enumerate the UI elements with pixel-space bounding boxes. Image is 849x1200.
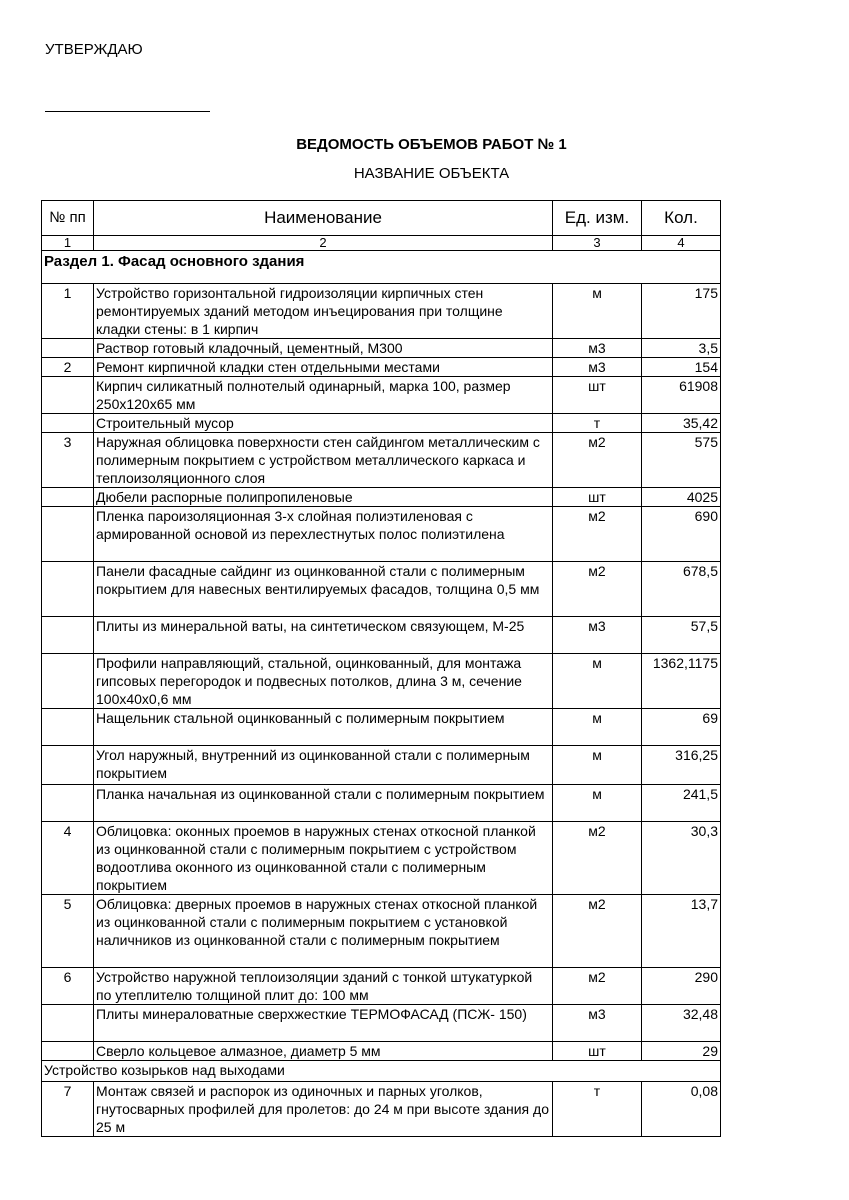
row-unit: шт bbox=[553, 488, 642, 507]
row-unit: м2 bbox=[553, 968, 642, 1005]
table-row bbox=[42, 968, 721, 1005]
row-qty: 57,5 bbox=[642, 617, 721, 654]
table-row bbox=[42, 339, 721, 358]
row-name: Нащельник стальной оцинкованный с полимерным покрытием bbox=[94, 709, 553, 746]
row-number bbox=[42, 339, 94, 358]
column-index-row bbox=[42, 236, 721, 251]
row-name: Ремонт кирпичной кладки стен отдельными местами bbox=[94, 358, 553, 377]
row-unit: м bbox=[553, 654, 642, 709]
table-row bbox=[42, 377, 721, 414]
row-name: Профили направляющий, стальной, оцинкованный, для монтажа гипсовых перегородок и подвесных потолков, длина 3 м, сечение 100х40х0,6 мм bbox=[94, 654, 553, 709]
row-unit: шт bbox=[553, 1042, 642, 1061]
row-qty: 1362,1175 bbox=[642, 654, 721, 709]
table-row bbox=[42, 617, 721, 654]
row-name: Кирпич силикатный полнотелый одинарный, марка 100, размер 250х120х65 мм bbox=[94, 377, 553, 414]
row-name: Панели фасадные сайдинг из оцинкованной стали с полимерным покрытием для навесных вентилируемых фасадов, толщина 0,5 мм bbox=[94, 562, 553, 617]
table-row bbox=[42, 488, 721, 507]
row-unit: т bbox=[553, 1082, 642, 1137]
row-unit: м bbox=[553, 785, 642, 822]
row-unit: м3 bbox=[553, 617, 642, 654]
table-row bbox=[42, 1082, 721, 1137]
index-2: 2 bbox=[94, 236, 553, 251]
table-row bbox=[42, 562, 721, 617]
table-header-row bbox=[42, 201, 721, 236]
row-name: Плиты минераловатные сверхжесткие ТЕРМОФАСАД (ПСЖ- 150) bbox=[94, 1005, 553, 1042]
row-name: Плиты из минеральной ваты, на синтетическом связующем, М-25 bbox=[94, 617, 553, 654]
header-unit: Ед. изм. bbox=[553, 201, 642, 236]
row-qty: 316,25 bbox=[642, 746, 721, 785]
works-table-body bbox=[42, 201, 721, 1137]
row-number bbox=[42, 746, 94, 785]
row-name: Облицовка: дверных проемов в наружных стенах откосной планкой из оцинкованной стали с полимерным покрытием с установкой наличников из оцинкованной стали с полимерным покрытием bbox=[94, 895, 553, 968]
row-unit: шт bbox=[553, 377, 642, 414]
table-row bbox=[42, 414, 721, 433]
row-name: Устройство наружной теплоизоляции зданий с тонкой штукатуркой по утеплителю толщиной плит до: 100 мм bbox=[94, 968, 553, 1005]
row-qty: 678,5 bbox=[642, 562, 721, 617]
table-row bbox=[42, 785, 721, 822]
signature-line bbox=[45, 111, 210, 112]
row-number bbox=[42, 1042, 94, 1061]
row-number: 5 bbox=[42, 895, 94, 968]
row-qty: 35,42 bbox=[642, 414, 721, 433]
row-qty: 32,48 bbox=[642, 1005, 721, 1042]
row-name: Наружная облицовка поверхности стен сайдингом металлическим с полимерным покрытием с устройством металлического каркаса и теплоизоляционного слоя bbox=[94, 433, 553, 488]
row-number: 2 bbox=[42, 358, 94, 377]
row-qty: 241,5 bbox=[642, 785, 721, 822]
row-unit: м bbox=[553, 746, 642, 785]
row-number: 6 bbox=[42, 968, 94, 1005]
row-qty: 69 bbox=[642, 709, 721, 746]
header-num: № пп bbox=[42, 201, 94, 236]
row-qty: 4025 bbox=[642, 488, 721, 507]
row-name: Раствор готовый кладочный, цементный, М300 bbox=[94, 339, 553, 358]
row-name: Строительный мусор bbox=[94, 414, 553, 433]
object-name: НАЗВАНИЕ ОБЪЕКТА bbox=[353, 165, 510, 182]
row-unit: м2 bbox=[553, 822, 642, 895]
section-row bbox=[42, 251, 721, 284]
table-row bbox=[42, 507, 721, 562]
row-qty: 575 bbox=[642, 433, 721, 488]
row-qty: 13,7 bbox=[642, 895, 721, 968]
row-unit: м bbox=[553, 709, 642, 746]
header-qty: Кол. bbox=[642, 201, 721, 236]
row-number bbox=[42, 654, 94, 709]
table-row bbox=[42, 284, 721, 339]
index-3: 3 bbox=[553, 236, 642, 251]
row-unit: м2 bbox=[553, 433, 642, 488]
index-4: 4 bbox=[642, 236, 721, 251]
row-number bbox=[42, 1005, 94, 1042]
row-number bbox=[42, 488, 94, 507]
header-name: Наименование bbox=[94, 201, 553, 236]
table-row bbox=[42, 654, 721, 709]
row-unit: м2 bbox=[553, 507, 642, 562]
row-name: Сверло кольцевое алмазное, диаметр 5 мм bbox=[94, 1042, 553, 1061]
row-number bbox=[42, 617, 94, 654]
group-row bbox=[42, 1061, 721, 1082]
row-number: 3 bbox=[42, 433, 94, 488]
row-unit: м3 bbox=[553, 1005, 642, 1042]
row-qty: 0,08 bbox=[642, 1082, 721, 1137]
table-row bbox=[42, 433, 721, 488]
row-qty: 290 bbox=[642, 968, 721, 1005]
group-title: Устройство козырьков над выходами bbox=[42, 1061, 721, 1082]
row-qty: 3,5 bbox=[642, 339, 721, 358]
table-row bbox=[42, 1005, 721, 1042]
row-name: Дюбели распорные полипропиленовые bbox=[94, 488, 553, 507]
row-number bbox=[42, 507, 94, 562]
row-name: Монтаж связей и распорок из одиночных и парных уголков, гнутосварных профилей для пролетов: до 24 м при высоте здания до 25 м bbox=[94, 1082, 553, 1137]
table-row bbox=[42, 1042, 721, 1061]
row-unit: м bbox=[553, 284, 642, 339]
table-row bbox=[42, 709, 721, 746]
document-title: ВЕДОМОСТЬ ОБЪЕМОВ РАБОТ № 1 bbox=[296, 136, 567, 153]
row-number bbox=[42, 414, 94, 433]
table-row bbox=[42, 822, 721, 895]
row-qty: 175 bbox=[642, 284, 721, 339]
row-unit: м3 bbox=[553, 358, 642, 377]
row-name: Угол наружный, внутренний из оцинкованной стали с полимерным покрытием bbox=[94, 746, 553, 785]
row-number bbox=[42, 377, 94, 414]
row-unit: м2 bbox=[553, 562, 642, 617]
row-number bbox=[42, 785, 94, 822]
approve-label: УТВЕРЖДАЮ bbox=[45, 41, 143, 58]
row-name: Пленка пароизоляционная 3-х слойная полиэтиленовая с армированной основой из перехлестнутых полос полиэтилена bbox=[94, 507, 553, 562]
row-unit: т bbox=[553, 414, 642, 433]
row-name: Облицовка: оконных проемов в наружных стенах откосной планкой из оцинкованной стали с полимерным покрытием с устройством водоотлива оконного из оцинкованной стали с полимерным покрытием bbox=[94, 822, 553, 895]
row-number: 7 bbox=[42, 1082, 94, 1137]
table-row bbox=[42, 895, 721, 968]
row-number bbox=[42, 709, 94, 746]
works-table bbox=[41, 200, 721, 1137]
row-name: Устройство горизонтальной гидроизоляции кирпичных стен ремонтируемых зданий методом инъецирования при толщине кладки стены: в 1 кирпич bbox=[94, 284, 553, 339]
row-number bbox=[42, 562, 94, 617]
row-number: 4 bbox=[42, 822, 94, 895]
row-unit: м2 bbox=[553, 895, 642, 968]
section-title: Раздел 1. Фасад основного здания bbox=[42, 251, 721, 284]
row-qty: 154 bbox=[642, 358, 721, 377]
row-qty: 61908 bbox=[642, 377, 721, 414]
row-qty: 690 bbox=[642, 507, 721, 562]
row-qty: 30,3 bbox=[642, 822, 721, 895]
row-number: 1 bbox=[42, 284, 94, 339]
row-name: Планка начальная из оцинкованной стали с полимерным покрытием bbox=[94, 785, 553, 822]
table-row bbox=[42, 358, 721, 377]
row-qty: 29 bbox=[642, 1042, 721, 1061]
row-unit: м3 bbox=[553, 339, 642, 358]
index-1: 1 bbox=[42, 236, 94, 251]
table-row bbox=[42, 746, 721, 785]
